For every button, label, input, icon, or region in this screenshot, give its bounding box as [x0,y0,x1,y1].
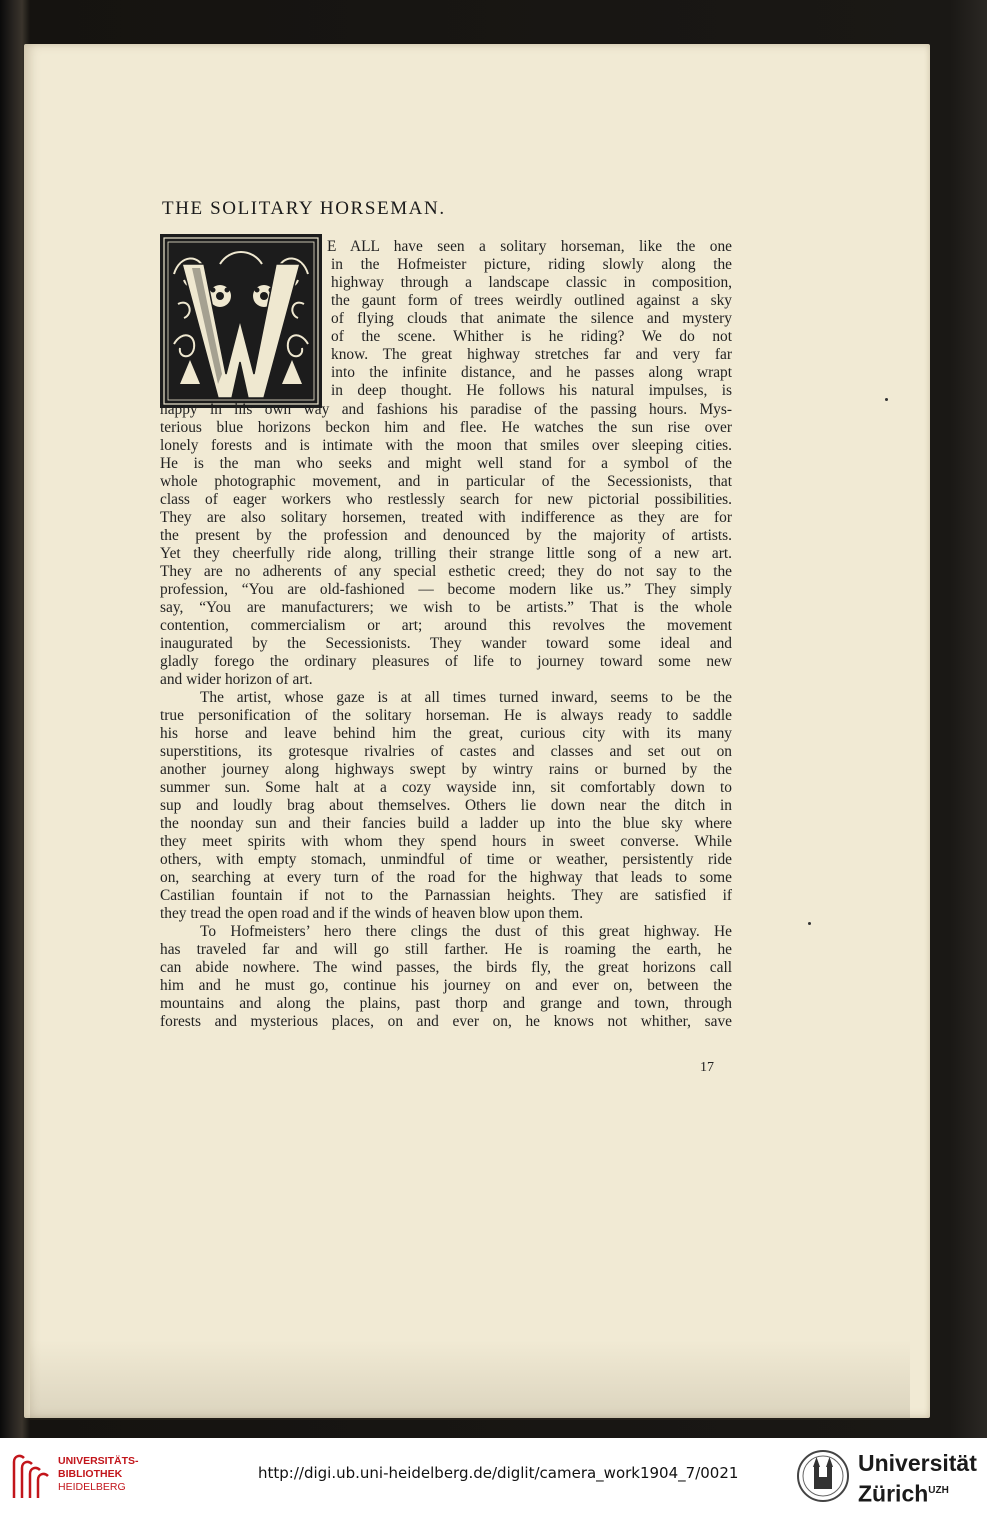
text-line: inaugurated by the Secessionists. They wander toward some ideal and [160,635,732,652]
text-line: profession, “You are old-fashioned — become modern like us.” They simply [160,581,732,598]
text-line: whole photographic movement, and in particular of the Secessionists, that [160,473,732,490]
library-name [58,1455,139,1494]
text-line: and wider horizon of art. [160,671,313,688]
uzh-seal-icon [796,1447,850,1505]
text-line: the present by the profession and denounced by the majority of artists. [160,527,732,544]
text-line: others, with empty stomach, unmindful of time or weather, persistently ride [160,851,732,868]
library-line1: UNIVERSITÄTS- [58,1455,139,1467]
text-line: lonely forests and is intimate with the moon that smiles over sleeping cities. [160,437,732,454]
text-line: He is the man who seeks and might well stand for a symbol of the [160,455,732,472]
text-line: into the infinite distance, and he passes along wrapt [331,364,732,381]
text-line: the gaunt form of trees weirdly outlined against a sky [331,292,732,309]
library-line3: HEIDELBERG [58,1481,126,1493]
decorated-initial [160,234,322,408]
text-line: Castilian fountain if not to the Parnassian heights. They are satisfied if [160,887,732,904]
text-line: Yet they cheerfully ride along, trilling their strange little song of a new art. [160,545,732,562]
uzh-name [858,1450,977,1508]
page-edge-shadow [30,1340,910,1420]
heidelberg-library-logo-icon [10,1452,54,1500]
text-line: forests and mysterious places, on and ever on, he knows not whither, save [160,1013,732,1030]
text-line: contention, commercialism or art; around this revolves the movement [160,617,732,634]
text-line: summer sun. Some halt at a cozy wayside inn, sit comfortably down to [160,779,732,796]
speck-mark [808,922,811,925]
text-line: in the Hofmeister picture, riding slowly along the [331,256,732,273]
source-url-link[interactable]: http://digi.ub.uni-heidelberg.de/diglit/camera_work1904_7/0021 [258,1464,739,1482]
text-line: They are also solitary horsemen, treated with indifference as they are for [160,509,732,526]
text-line: of the scene. Whither is he riding? We do not [331,328,732,345]
text-line: To Hofmeisters’ hero there clings the dust of this great highway. He [200,923,732,940]
text-line: in deep thought. He follows his natural impulses, is [331,382,732,399]
uzh-line1: Universität [858,1450,977,1476]
article-title: THE SOLITARY HORSEMAN. [162,198,446,219]
text-line: they tread the open road and if the winds of heaven blow upon them. [160,905,584,922]
text-line: know. The great highway stretches far and very far [331,346,732,363]
text-line: The artist, whose gaze is at all times turned inward, seems to be the [200,689,732,706]
footer-bar [0,1438,987,1515]
text-line: superstitions, its grotesque rivalries of castes and classes and set out on [160,743,732,760]
text-line: sup and loudly brag about themselves. Others lie down near the ditch in [160,797,732,814]
text-line: him and he must go, continue his journey on and ever on, between the [160,977,732,994]
text-line: of flying clouds that animate the silence and mystery [331,310,732,327]
text-line: another journey along highways swept by wintry rains or burned by the [160,761,732,778]
text-line: happy in his own way and fashions his paradise of the passing hours. Mys- [160,401,732,418]
text-line: they meet spirits with whom they spend hours in sweet converse. While [160,833,732,850]
text-line: true personification of the solitary horseman. He is always ready to saddle [160,707,732,724]
text-line: highway through a landscape classic in composition, [331,274,732,291]
text-line: can abide nowhere. The wind passes, the birds fly, the great horizons call [160,959,732,976]
library-line2: BIBLIOTHEK [58,1468,123,1480]
text-line: class of eager workers who restlessly search for new pictorial possibilities. [160,491,732,508]
text-line: They are no adherents of any special esthetic creed; they do not say to the [160,563,732,580]
uzh-line2-wrap [858,1477,977,1508]
text-line: E ALL have seen a solitary horseman, like the one [327,238,732,255]
text-line: gladly forego the ordinary pleasures of life to journey toward some new [160,653,732,670]
text-line: has traveled far and will go still farther. He is roaming the earth, he [160,941,732,958]
uzh-superscript: UZH [928,1485,949,1496]
text-line: the noonday sun and their fancies build a ladder up into the blue sky where [160,815,732,832]
text-line: terious blue horizons beckon him and flee. He watches the sun rise over [160,419,732,436]
text-line: mountains and along the plains, past thorp and grange and town, through [160,995,732,1012]
uzh-line2: Zürich [858,1480,929,1507]
speck-mark [885,398,888,401]
page-number: 17 [700,1060,714,1075]
text-line: his horse and leave behind him the great, curious city with its many [160,725,732,742]
text-line: say, “You are manufacturers; we wish to be artists.” That is the whole [160,599,732,616]
text-line: on, searching at every turn of the road for the highway that leads to some [160,869,732,886]
